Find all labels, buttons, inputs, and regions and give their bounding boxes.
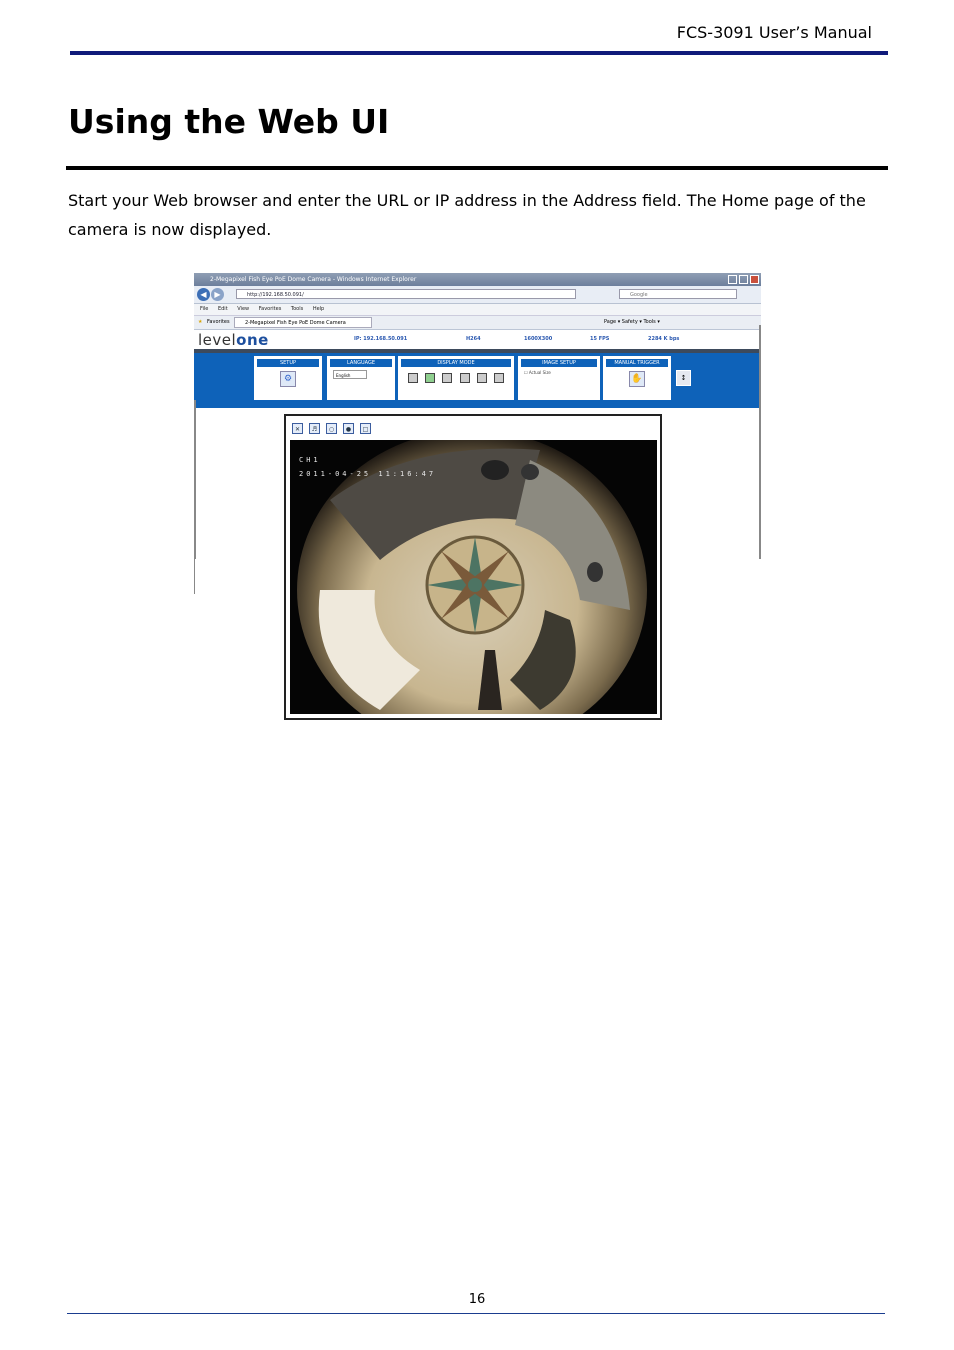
fullscreen-icon[interactable]: ↕	[676, 370, 691, 386]
image-setup-heading: IMAGE SETUP	[521, 359, 597, 367]
camera-header	[194, 330, 761, 349]
camera-toolbar	[194, 349, 761, 408]
menu-tools[interactable]: Tools	[290, 306, 304, 312]
trigger-icon[interactable]: ✋	[629, 371, 645, 387]
status-fps: 15 FPS	[590, 336, 610, 342]
display-mode-heading: DISPLAY MODE	[401, 359, 511, 367]
status-codec: H264	[466, 336, 481, 342]
title-rule	[66, 166, 888, 170]
language-select[interactable]: English	[333, 370, 367, 379]
microphone-icon[interactable]: ○	[326, 423, 337, 434]
gear-icon[interactable]: ⚙	[280, 371, 296, 387]
setup-heading: SETUP	[257, 359, 319, 367]
page-number: 16	[468, 1292, 486, 1307]
zoom-icon[interactable]: □	[360, 423, 371, 434]
address-input[interactable]: http://192.168.50.091/	[236, 289, 576, 299]
minimize-icon[interactable]	[728, 275, 737, 284]
display-mode-4-icon[interactable]	[460, 373, 470, 383]
manual-trigger-heading: MANUAL TRIGGER	[606, 359, 668, 367]
display-mode-2-icon[interactable]	[425, 373, 435, 383]
manual-header: FCS-3091 User’s Manual	[676, 23, 872, 42]
channel-label: CH1	[299, 456, 321, 464]
live-video-panel	[284, 414, 662, 720]
fisheye-video[interactable]	[290, 440, 657, 714]
display-mode-6-icon[interactable]	[494, 373, 504, 383]
language-panel	[327, 356, 395, 400]
language-heading: LANGUAGE	[330, 359, 392, 367]
snapshot-icon[interactable]: ✕	[292, 423, 303, 434]
browser-tab[interactable]: 2-Megapixel Fish Eye PoE Dome Camera	[234, 317, 372, 328]
favorites-label[interactable]: Favorites	[207, 319, 230, 325]
video-toolbar	[292, 423, 377, 434]
actual-size-checkbox[interactable]: ☐ Actual Size	[524, 370, 551, 375]
maximize-icon[interactable]	[739, 275, 748, 284]
header-rule	[70, 51, 888, 55]
menu-help[interactable]: Help	[312, 306, 325, 312]
intro-paragraph: Start your Web browser and enter the URL or IP address in the Address field. The Home page of the camera is now displayed.	[68, 191, 866, 239]
display-mode-5-icon[interactable]	[477, 373, 487, 383]
back-icon[interactable]: ◀	[197, 288, 210, 301]
window-right-border	[759, 325, 761, 559]
timestamp-label: 2011-04-25 11:16:47	[299, 470, 437, 478]
image-setup-panel	[518, 356, 600, 400]
screenshot-edge-line	[194, 559, 195, 594]
address-bar-row	[194, 286, 761, 304]
menu-favorites[interactable]: Favorites	[258, 306, 282, 312]
search-input[interactable]: Google	[619, 289, 737, 299]
favorites-bar	[194, 316, 761, 330]
menu-edit[interactable]: Edit	[217, 306, 228, 312]
menu-view[interactable]: View	[237, 306, 250, 312]
display-mode-3-icon[interactable]	[442, 373, 452, 383]
section-title: Using the Web UI	[68, 102, 390, 141]
display-mode-1-icon[interactable]	[408, 373, 418, 383]
footer-rule	[67, 1313, 885, 1314]
window-title: 2-Megapixel Fish Eye PoE Dome Camera - Windows Internet Explorer	[210, 276, 417, 283]
levelone-logo: levelone	[198, 331, 269, 349]
status-bitrate: 2284 K bps	[648, 336, 680, 342]
command-bar[interactable]: Page ▾ Safety ▾ Tools ▾	[604, 319, 660, 325]
status-ip: IP: 192.168.50.091	[354, 336, 408, 342]
fisheye-image	[290, 440, 657, 714]
status-resolution: 1600X300	[524, 336, 553, 342]
window-left-border	[194, 400, 196, 559]
star-icon: ★	[198, 319, 203, 325]
setup-panel	[254, 356, 322, 400]
display-mode-panel	[398, 356, 514, 400]
menu-bar	[194, 304, 761, 316]
menu-file[interactable]: File	[200, 306, 209, 312]
window-title-bar	[194, 273, 761, 286]
close-icon[interactable]	[750, 275, 759, 284]
record-icon[interactable]: ●	[343, 423, 354, 434]
forward-icon[interactable]: ▶	[211, 288, 224, 301]
audio-icon[interactable]: ♬	[309, 423, 320, 434]
manual-trigger-panel	[603, 356, 671, 400]
